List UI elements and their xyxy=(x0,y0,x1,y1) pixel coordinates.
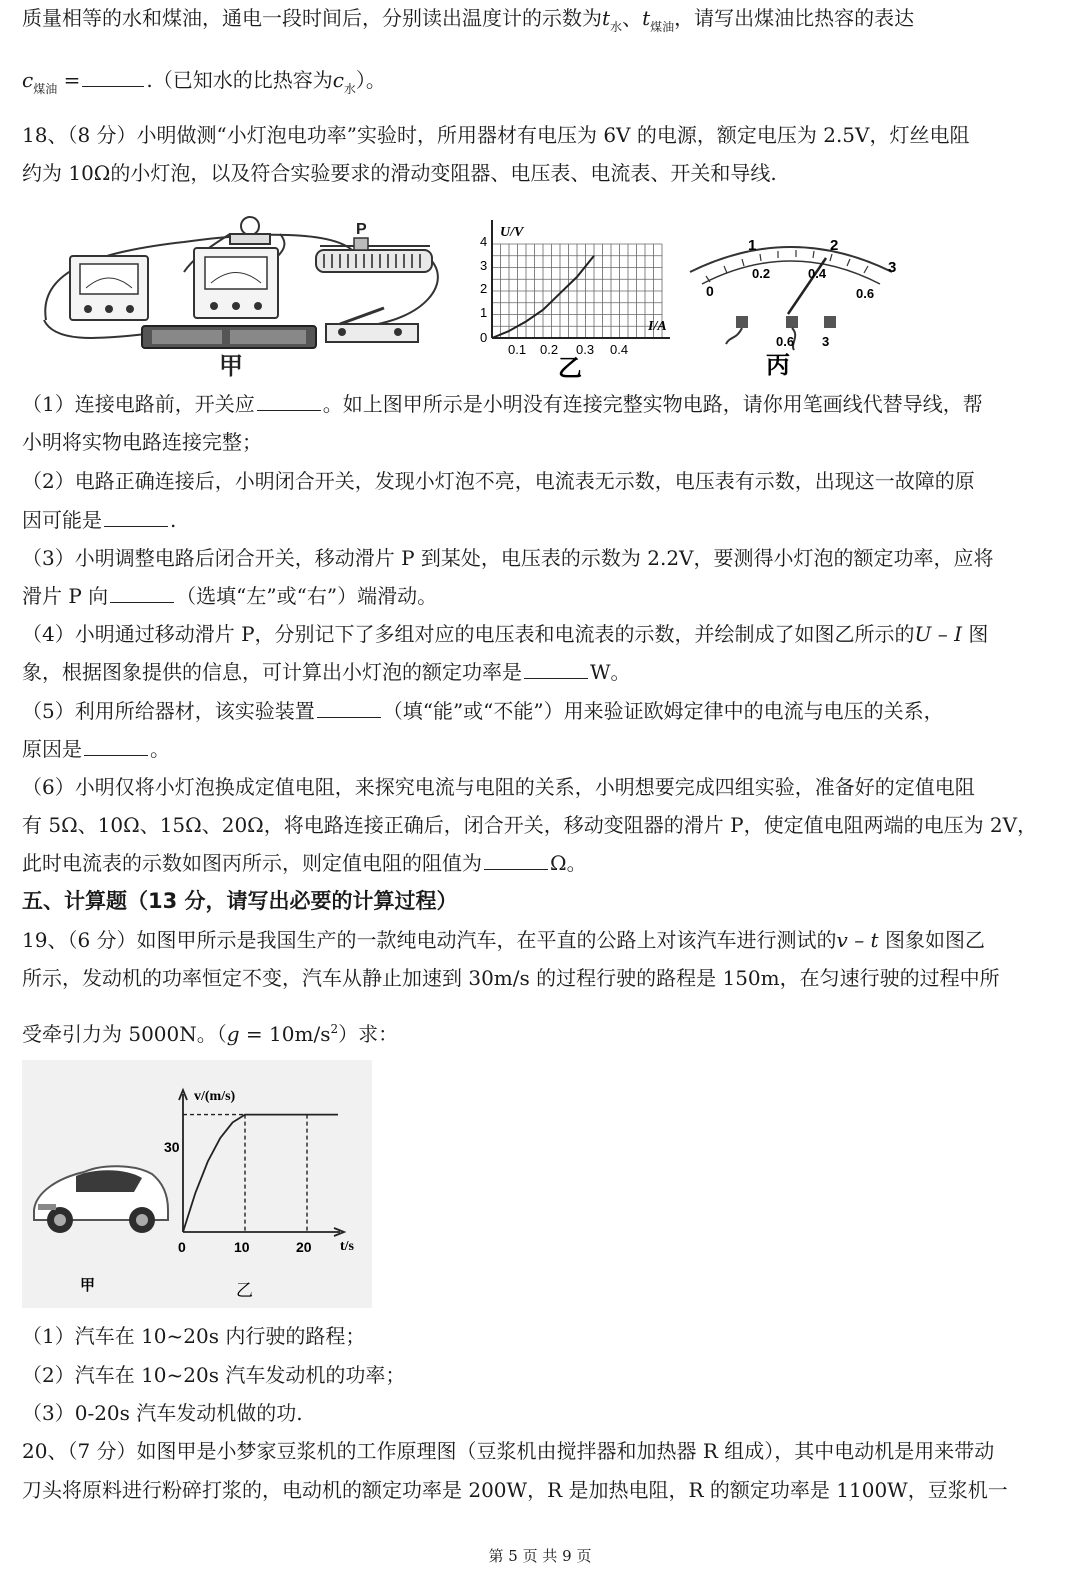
q18-part6-line3 xyxy=(22,849,1058,877)
q18-part3-line1: （3）小明调整电路后闭合开关，移动滑片 P 到某处，电压表的示数为 2.2V，要测得小灯泡的额定功率，应将 xyxy=(22,546,994,570)
figure-caption-jia: 甲 xyxy=(219,351,243,380)
symbol-t: t xyxy=(642,6,651,30)
ui-graph-chart xyxy=(470,210,685,380)
answer-blank[interactable] xyxy=(82,66,144,87)
ui-graph-figure xyxy=(470,210,685,380)
outer-scale-label: 3 xyxy=(888,259,897,276)
text-run: .（已知水的比热容为 xyxy=(146,68,333,92)
y-tick-label: 3 xyxy=(480,258,488,273)
outer-scale-label: 0 xyxy=(706,283,714,299)
inner-scale-label: 0.4 xyxy=(808,266,827,281)
q18-part4-line1 xyxy=(22,620,1058,648)
q18-part6-line1: （6）小明仅将小灯泡换成定值电阻，来探究电流与电阻的关系，小明想要完成四组实验，准备好的定值电阻 xyxy=(22,775,975,799)
superscript-2: 2 xyxy=(330,1022,339,1036)
text-run: Ω。 xyxy=(550,851,587,875)
y-tick-label: 1 xyxy=(480,305,488,320)
y-axis-label: v/(m/s) xyxy=(194,1089,236,1104)
q18-part5-line2 xyxy=(22,735,1058,763)
ui-graph-grid xyxy=(492,244,662,338)
q19-line2: 所示，发动机的功率恒定不变，汽车从静止加速到 30m/s 的过程行驶的路程是 150m，在匀速行驶的过程中所 xyxy=(22,966,1000,990)
subscript-kerosene: 煤油 xyxy=(33,82,58,96)
q20-line1: 20、（7 分）如图甲是小梦家豆浆机的工作原理图（豆浆机由搅拌器和加热器 R 组成），其中电动机是用来带动 xyxy=(22,1439,995,1463)
q19-line1 xyxy=(22,926,1058,954)
dial-arc xyxy=(690,247,892,272)
q19-line3 xyxy=(22,1015,1058,1048)
inner-scale-label: 0.2 xyxy=(752,266,771,281)
text-run: 图 xyxy=(962,622,989,646)
y-tick-label: 30 xyxy=(164,1139,180,1155)
y-axis-label: U/V xyxy=(500,225,524,240)
answer-blank[interactable] xyxy=(110,582,174,603)
q19-sub2: （2）汽车在 10~20s 汽车发动机的功率； xyxy=(22,1363,406,1387)
text-run: （5）利用所给器材，该实验装置 xyxy=(22,699,315,723)
symbol-g: g xyxy=(226,1022,240,1046)
battery-icon xyxy=(142,326,316,348)
text-run: 因可能是 xyxy=(22,508,102,532)
q18-part1-line2: 小明将实物电路连接完整； xyxy=(22,430,262,454)
q18-part1-line1 xyxy=(22,390,1058,418)
terminal-3 xyxy=(824,316,836,328)
ammeter-dial-figure xyxy=(676,232,906,380)
x-axis-label: I/A xyxy=(648,319,667,334)
q18-part2-line2 xyxy=(22,506,1058,534)
slider-p-label: P xyxy=(356,221,367,238)
text-run: 。 xyxy=(150,737,170,761)
q19-sub3: （3）0-20s 汽车发动机做的功. xyxy=(22,1401,303,1425)
q18-intro-line2: 约为 10Ω的小灯泡，以及符合实验要求的滑动变阻器、电压表、电流表、开关和导线. xyxy=(22,161,777,185)
x-tick-label: 0.2 xyxy=(540,342,559,357)
q20-line2: 刀头将原料进行粉碎打浆的，电动机的额定功率是 200W，R 是加热电阻，R 的额定功率是 1100W，豆浆机一 xyxy=(22,1478,1008,1502)
q18-part5-line1 xyxy=(22,697,1058,725)
outer-scale-label: 1 xyxy=(748,237,757,254)
x-tick-label: 0.4 xyxy=(610,342,629,357)
symbol-t: t xyxy=(602,6,611,30)
terminal-label: 0.6 xyxy=(776,334,795,349)
car-vt-figure xyxy=(22,1060,372,1308)
text-run: . xyxy=(170,508,177,532)
text-run: （4）小明通过移动滑片 P，分别记下了多组对应的电压表和电流表的示数，并绘制成了如图乙所示的 xyxy=(22,622,915,646)
text-run: 图象如图乙 xyxy=(878,928,985,952)
q18-part4-line2 xyxy=(22,658,1058,686)
text-run: （1）连接电路前，开关应 xyxy=(22,392,255,416)
outer-scale-label: 2 xyxy=(830,237,839,254)
answer-blank[interactable] xyxy=(484,849,548,870)
text-run: W。 xyxy=(590,660,631,684)
text-run: （填“能”或“不能”）用来验证欧姆定律中的电流与电压的关系， xyxy=(382,699,944,723)
answer-blank[interactable] xyxy=(104,506,168,527)
x-tick-label: 0.3 xyxy=(576,342,595,357)
section-heading-calculation: 五、计算题（13 分，请写出必要的计算过程） xyxy=(22,889,458,913)
figure-caption-bing: 丙 xyxy=(766,350,790,379)
subscript-water: 水 xyxy=(610,20,623,34)
car-vt-panel xyxy=(22,1060,372,1308)
figure-caption-yi: 乙 xyxy=(558,353,582,380)
answer-blank[interactable] xyxy=(84,735,148,756)
terminal-negative xyxy=(736,316,748,328)
figure-caption-car: 甲 xyxy=(80,1276,96,1294)
text-run: （选填“左”或“右”）端滑动。 xyxy=(176,584,438,608)
circuit-figure xyxy=(34,212,454,382)
y-tick-label: 2 xyxy=(480,281,488,296)
circuit-diagram xyxy=(34,212,454,382)
q19-sub1: （1）汽车在 10~20s 内行驶的路程； xyxy=(22,1324,366,1348)
answer-blank[interactable] xyxy=(257,390,321,411)
x-tick-label: 0 xyxy=(178,1239,186,1255)
symbol-c: c xyxy=(332,68,344,92)
text-line-heat-capacity xyxy=(22,4,1058,41)
inner-scale-label: 0.6 xyxy=(856,286,875,301)
subscript-kerosene: 煤油 xyxy=(650,20,675,34)
q18-intro-line1: 18、（8 分）小明做测“小灯泡电功率”实验时，所用器材有电压为 6V 的电源，额定电压为 2.5V，灯丝电阻 xyxy=(22,123,970,147)
x-tick-label: 10 xyxy=(234,1239,250,1255)
text-run: ）求： xyxy=(338,1022,399,1046)
separator: 、 xyxy=(622,6,643,30)
voltmeter-device-icon xyxy=(194,248,278,318)
text-run: ）。 xyxy=(355,68,386,92)
text-run: 质量相等的水和煤油，通电一段时间后，分别读出温度计的示数为 xyxy=(22,6,602,30)
text-run: 滑片 P 向 xyxy=(22,584,109,608)
answer-blank[interactable] xyxy=(317,697,381,718)
ammeter-device-icon xyxy=(70,256,148,320)
switch-icon xyxy=(326,308,418,342)
dial-inner-arc xyxy=(702,261,880,284)
text-run: 此时电流表的示数如图丙所示，则定值电阻的阻值为 xyxy=(22,851,482,875)
text-run: 原因是 xyxy=(22,737,82,761)
symbol-c: c xyxy=(22,68,34,92)
text-run: 受牵引力为 5000N。（ xyxy=(22,1022,227,1046)
symbol-u-i: U – I xyxy=(914,622,963,646)
y-tick-label: 0 xyxy=(480,330,488,345)
text-run: = 10m/s xyxy=(239,1022,331,1046)
answer-blank[interactable] xyxy=(524,658,588,679)
terminal-label: 3 xyxy=(822,334,830,349)
q18-part6-line2: 有 5Ω、10Ω、15Ω、20Ω，将电路连接正确后，闭合开关，移动变阻器的滑片 P，使定值电阻两端的电压为 2V， xyxy=(22,813,1038,837)
terminal-0-6 xyxy=(786,316,798,328)
lamp-icon xyxy=(230,217,270,244)
figure-caption-vt: 乙 xyxy=(236,1281,253,1301)
ammeter-dial xyxy=(676,232,906,380)
page-footer: 第 5 页 共 9 页 xyxy=(488,1547,592,1565)
x-axis-label: t/s xyxy=(340,1239,354,1254)
text-line-kerosene-formula xyxy=(22,66,1058,103)
text-run: 象，根据图象提供的信息，可计算出小灯泡的额定功率是 xyxy=(22,660,522,684)
x-tick-label: 0.1 xyxy=(508,342,527,357)
q18-part3-line2 xyxy=(22,582,1058,610)
rheostat-icon xyxy=(316,238,432,272)
x-tick-label: 20 xyxy=(296,1239,312,1255)
q18-part2-line1: （2）电路正确连接后，小明闭合开关，发现小灯泡不亮，电流表无示数，电压表有示数，出现这一故障的原 xyxy=(22,469,975,493)
text-run: ，请写出煤油比热容的表达 xyxy=(674,6,915,30)
symbol-v-t: v – t xyxy=(836,928,879,952)
y-tick-label: 4 xyxy=(480,234,488,249)
text-run: 。如上图甲所示是小明没有连接完整实物电路，请你用笔画线代替导线，帮 xyxy=(322,392,983,416)
subscript-water: 水 xyxy=(343,82,356,96)
text-run: 19、（6 分）如图甲所示是我国生产的一款纯电动汽车，在平直的公路上对该汽车进行测试的 xyxy=(22,928,837,952)
equals-sign: = xyxy=(63,68,81,92)
